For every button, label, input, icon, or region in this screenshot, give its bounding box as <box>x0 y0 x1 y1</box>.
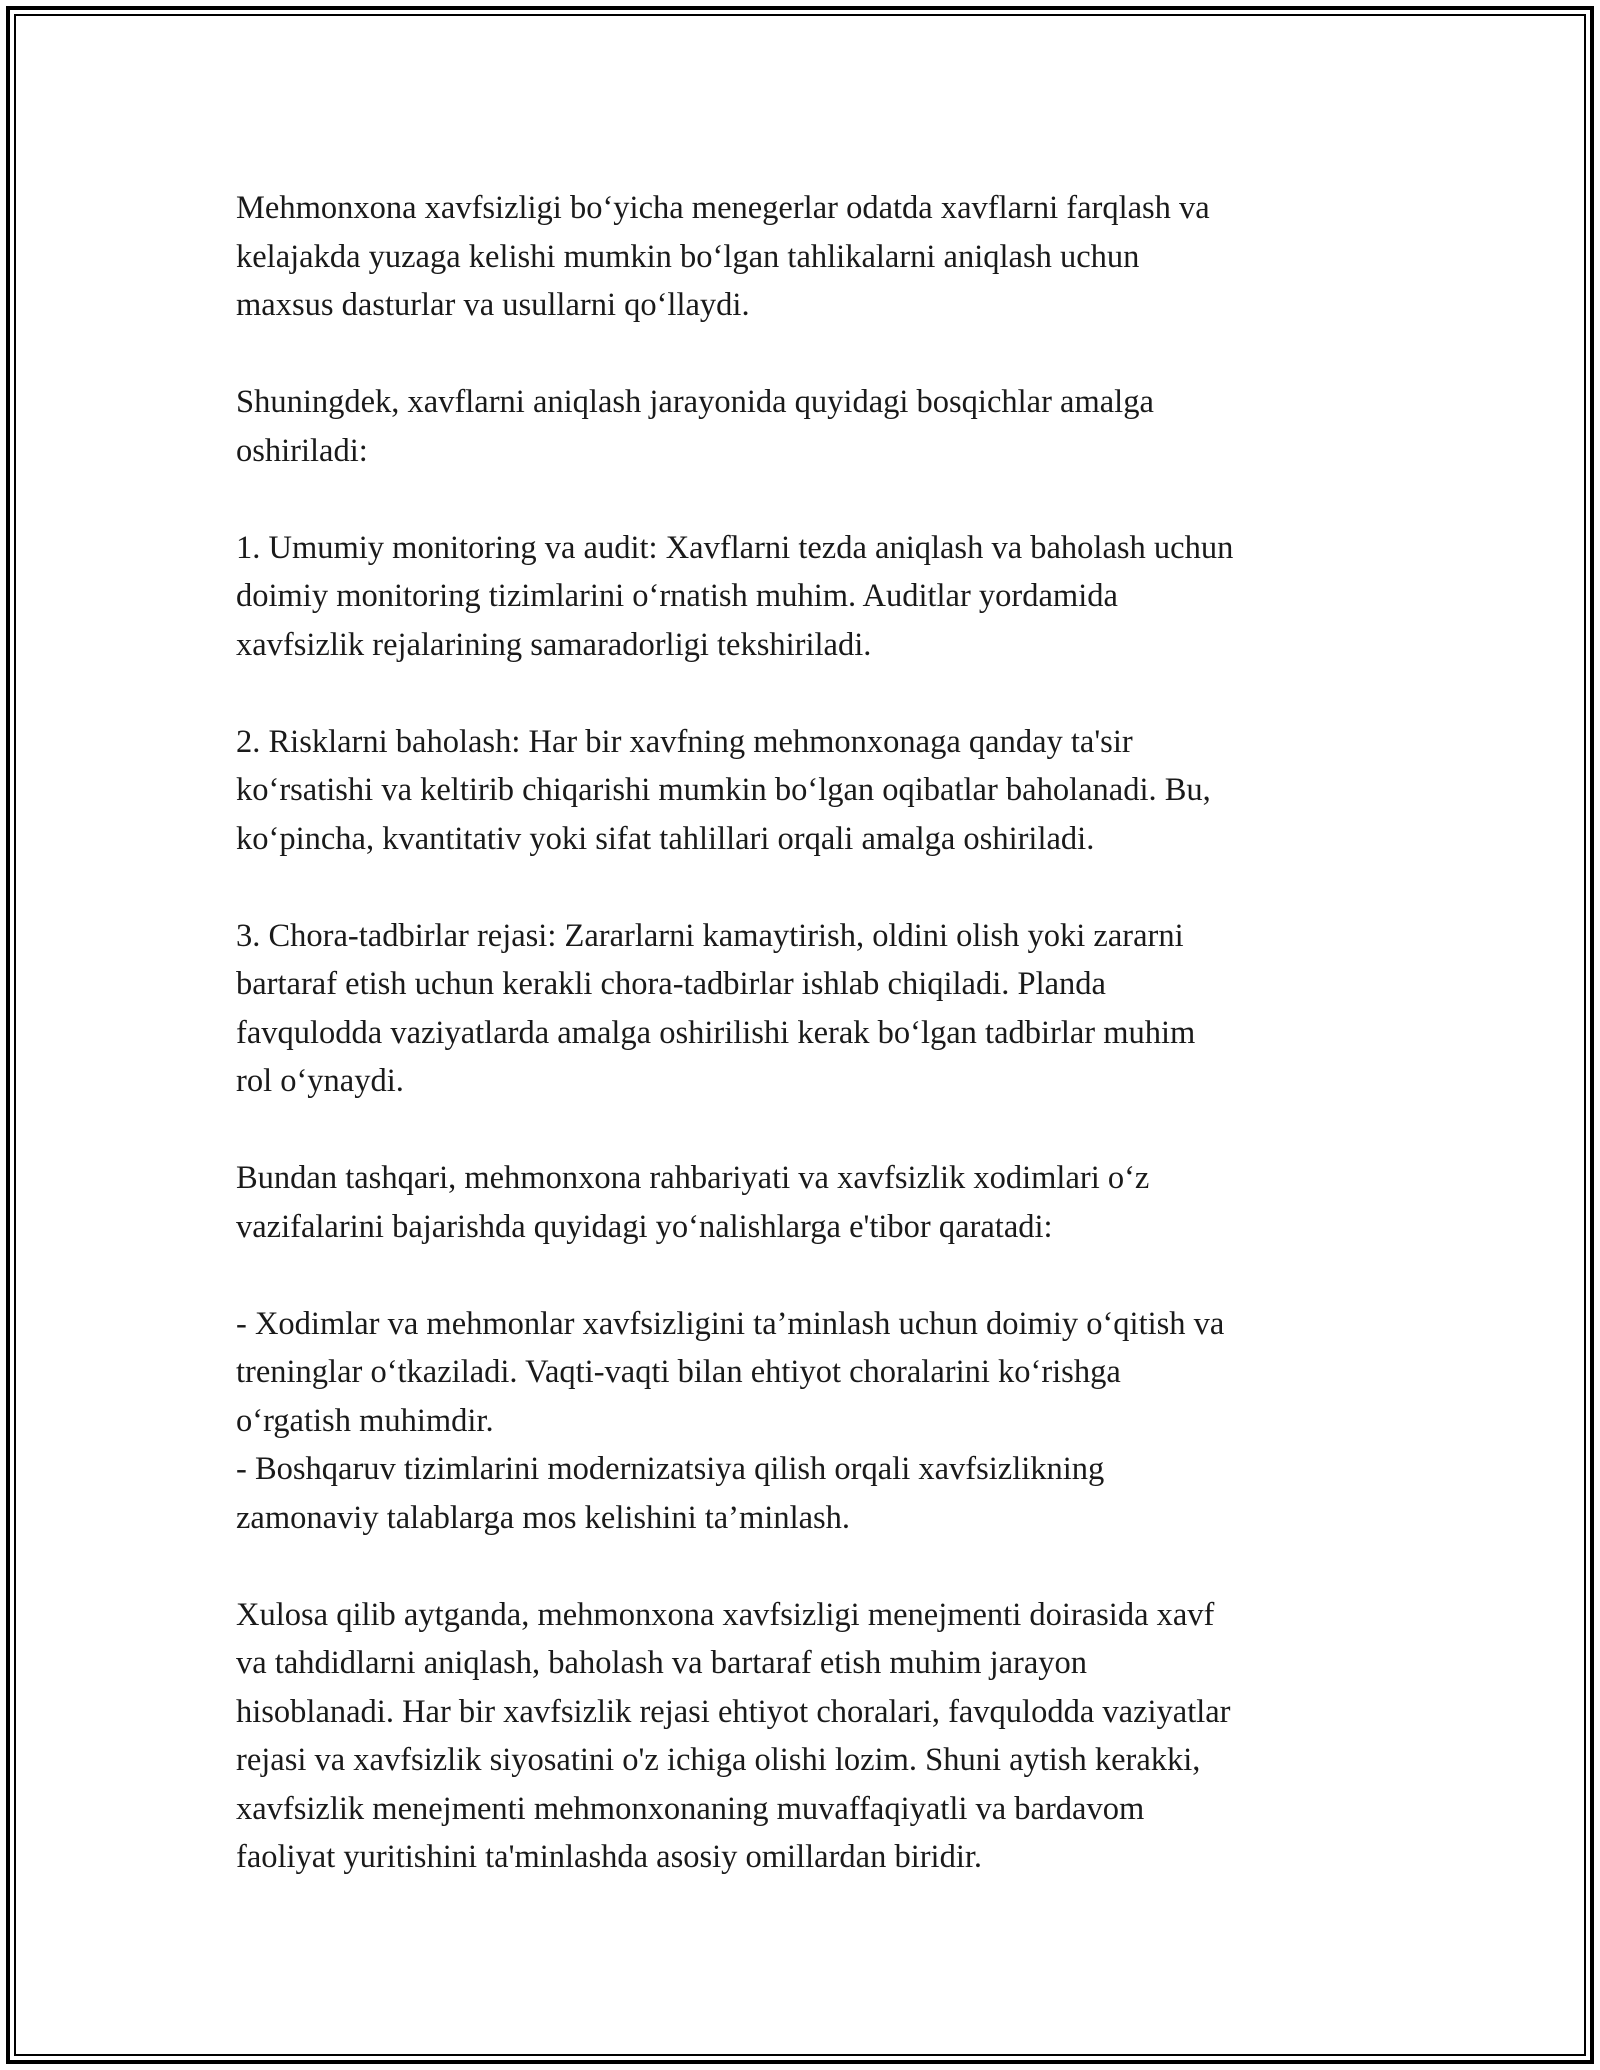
text-line: faoliyat yuritishini ta'minlashda asosiy omillardan biridir. <box>236 1839 983 1875</box>
text-line: vazifalarini bajarishda quyidagi yo‘nalishlarga e'tibor qaratadi: <box>236 1208 1053 1245</box>
text-line: favqulodda vaziyatlarda amalga oshirilishi kerak bo‘lgan tadbirlar muhim <box>236 1014 1196 1051</box>
text-line: 2. Risklarni baholash: Har bir xavfning mehmonxonaga qanday ta'sir <box>236 723 1133 760</box>
text-line: - Xodimlar va mehmonlar xavfsizligini ta’minlash uchun doimiy o‘qitish va <box>236 1305 1225 1342</box>
text-line: zamonaviy talablarga mos kelishini ta’minlash. <box>236 1499 851 1536</box>
text-line: Bundan tashqari, mehmonxona rahbariyati va xavfsizlik xodimlari o‘z <box>236 1160 1150 1196</box>
document-body <box>236 184 1376 1930</box>
text-line: xavfsizlik menejmenti mehmonxonaning muvaffaqiyatli va bardavom <box>236 1790 1145 1827</box>
paragraph-directions-intro <box>236 1154 1376 1251</box>
text-line: o‘rgatish muhimdir. <box>236 1402 494 1439</box>
text-line: treninglar o‘tkaziladi. Vaqti-vaqti bilan ehtiyot choralarini ko‘rishga <box>236 1354 1121 1390</box>
text-line: Xulosa qilib aytganda, mehmonxona xavfsizligi menejmenti doirasida xavf <box>236 1596 1215 1633</box>
text-line: hisoblanadi. Har bir xavfsizlik rejasi ehtiyot choralari, favqulodda vaziyatlar <box>236 1693 1231 1730</box>
text-line: rejasi va xavfsizlik siyosatini o'z ichiga olishi lozim. Shuni aytish kerakki, <box>236 1742 1201 1778</box>
paragraph-stages-intro <box>236 378 1376 475</box>
text-line: maxsus dasturlar va usullarni qo‘llaydi. <box>236 287 750 323</box>
text-line: Mehmonxona xavfsizligi bo‘yicha menegerlar odatda xavflarni farqlash va <box>236 190 1210 226</box>
text-line: rol o‘ynaydi. <box>236 1063 404 1099</box>
paragraph-step-1 <box>236 524 1376 670</box>
text-line: kelajakda yuzaga kelishi mumkin bo‘lgan tahlikalarni aniqlash uchun <box>236 238 1140 275</box>
text-line: ko‘pincha, kvantitativ yoki sifat tahlillari orqali amalga oshiriladi. <box>236 820 1095 857</box>
text-line: ko‘rsatishi va keltirib chiqarishi mumkin bo‘lgan oqibatlar baholanadi. Bu, <box>236 772 1211 808</box>
text-line: Shuningdek, xavflarni aniqlash jarayonida quyidagi bosqichlar amalga <box>236 384 1154 420</box>
paragraph-step-2 <box>236 718 1376 864</box>
paragraph-step-3 <box>236 912 1376 1106</box>
text-line: oshiriladi: <box>236 432 368 469</box>
text-line: 1. Umumiy monitoring va audit: Xavflarni tezda aniqlash va baholash uchun <box>236 529 1234 566</box>
paragraph-conclusion <box>236 1591 1376 1882</box>
text-line: doimiy monitoring tizimlarini o‘rnatish muhim. Auditlar yordamida <box>236 578 1118 614</box>
text-line: bartaraf etish uchun kerakli chora-tadbirlar ishlab chiqiladi. Planda <box>236 966 1106 1002</box>
paragraph-intro <box>236 184 1376 330</box>
text-line: - Boshqaruv tizimlarini modernizatsiya qilish orqali xavfsizlikning <box>236 1451 1105 1487</box>
text-line: 3. Chora-tadbirlar rejasi: Zararlarni kamaytirish, oldini olish yoki zararni <box>236 917 1184 954</box>
text-line: xavfsizlik rejalarining samaradorligi tekshiriladi. <box>236 626 872 663</box>
text-line: va tahdidlarni aniqlash, baholash va bartaraf etish muhim jarayon <box>236 1645 1088 1681</box>
paragraph-bullet-list <box>236 1300 1376 1543</box>
